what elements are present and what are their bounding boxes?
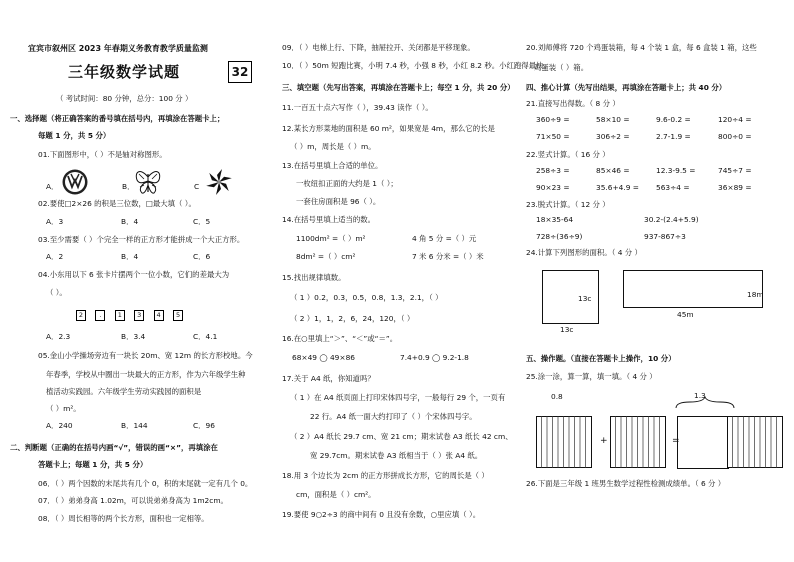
q25-title: 25.涂一涂，算一算，填一填。（ 4 分 ）: [526, 372, 657, 381]
q18-line1: 18.用 3 个边长为 2cm 的正方形拼成长方形，它的周长是（ ）: [282, 471, 489, 480]
q01-text: 01.下面图形中，（ ）不是轴对称图形。: [38, 150, 167, 159]
q25-value3: 1.3: [694, 391, 706, 400]
q14-b2: 7 米 6 分米 =（ ）米: [412, 252, 484, 261]
q22-r1c2: 85×46 =: [596, 166, 630, 175]
section1-title: 一、选择题（将正确答案的番号填在括号内，再填涂在答题卡上；: [10, 114, 225, 123]
q22-r2c1: 90×23 =: [536, 183, 570, 192]
column-left: [0, 0, 270, 562]
time-note: （ 考试时间：80 分钟，总分：100 分 ）: [56, 94, 193, 103]
q04-blank: （ ）。: [46, 288, 67, 297]
square-bottom-label: 13c: [560, 325, 574, 334]
q18-line2: cm，面积是（ ）cm²。: [296, 490, 376, 499]
rectangle-figure: [623, 270, 763, 308]
column-middle: [270, 0, 551, 562]
rect-width-label: 45m: [677, 310, 694, 319]
q12-line2: （ ）m，周长是（ ）m。: [290, 142, 376, 151]
section5-title: 五、操作题。（直接在答题卡上操作，10 分）: [526, 354, 676, 363]
card: 4: [154, 310, 164, 321]
q04-option-c: C．4.1: [193, 332, 218, 341]
q03-option-b: B．4: [121, 252, 139, 261]
q05-line4: （ ）m²。: [46, 404, 81, 413]
q02-option-c: C．5: [193, 217, 211, 226]
card: .: [95, 310, 105, 321]
q23-r2c2: 937-867÷3: [644, 232, 686, 241]
q15-line1: 15.找出规律填数。: [282, 273, 346, 282]
q21-r1c2: 58×10 =: [596, 115, 630, 124]
q21-r1c3: 9.6-0.2 =: [656, 115, 691, 124]
q21-r1c1: 360÷9 =: [536, 115, 570, 124]
q03-text: 03.至少需要（ ）个完全一样的正方形才能拼成一个大正方形。: [38, 235, 245, 244]
exam-code-box: 32: [228, 61, 252, 83]
q20-line2: 鸡蛋装（ ）箱。: [534, 63, 589, 72]
q12-line1: 12.某长方形菜地的面积是 60 m²，如果宽是 4m，那么它的长是: [282, 124, 495, 133]
q17-line2: （ 1 ）在 A4 纸页面上打印宋体四号字，一般每行 29 个，一页有: [290, 393, 506, 402]
column-right: [520, 0, 794, 562]
q22-title: 22.竖式计算。（ 16 分 ）: [526, 150, 610, 159]
q08-text: 08．（ ）周长相等的两个长方形，面积也一定相等。: [38, 514, 209, 523]
q14-a1: 1100dm² =（ ）m²: [296, 234, 366, 243]
decimal-grid-2[interactable]: [610, 416, 666, 468]
q01-option-c: C: [194, 182, 200, 191]
q17-line3: 22 行。A4 纸一面大约打印了（ ）个宋体四号字。: [310, 412, 477, 421]
section2-title-cont: 答题卡上；每题 1 分，共 5 分）: [38, 460, 148, 469]
q04-text: 04.小东用以下 6 张卡片摆两个一位小数，它们的差最大为: [38, 270, 230, 279]
q03-option-a: A．2: [46, 252, 64, 261]
exam-title: 三年级数学试题: [68, 63, 181, 81]
q23-r1c2: 30.2-(2.4+5.9): [644, 215, 699, 224]
q17-line1: 17.关于 A4 纸，你知道吗？: [282, 374, 375, 383]
q05-line1: 05.金山小学操场旁边有一块长 20m、宽 12m 的长方形校地。今: [38, 351, 253, 360]
rect-height-label: 18m: [747, 290, 764, 299]
q17-line4: （ 2 ）A4 纸长 29.7 cm、宽 21 cm；期末试卷 A3 纸长 42 cm、: [290, 432, 513, 441]
q21-r2c1: 71×50 =: [536, 132, 570, 141]
q16-a: 68×49 ◯ 49×86: [292, 353, 355, 362]
school-header: 宜宾市叙州区 2023 年春期义务教育教学质量监测: [28, 44, 208, 53]
q23-title: 23.脱式计算。（ 12 分 ）: [526, 200, 610, 209]
q14-b1: 8dm² =（ ）cm²: [296, 252, 356, 261]
q02-text: 02.要使□2×26 的积是三位数，□最大填（ ）。: [38, 199, 196, 208]
q04-option-b: B．3.4: [121, 332, 146, 341]
plus-sign: +: [600, 436, 608, 446]
q14-a2: 4 角 5 分 =（ ）元: [412, 234, 477, 243]
q21-r2c4: 800÷0 =: [718, 132, 752, 141]
q02-option-a: A．3: [46, 217, 64, 226]
square-side-label: 13c: [578, 294, 592, 303]
q11-text: 11.一百五十点六写作（ ），39.43 读作（ ）。: [282, 103, 433, 112]
decimal-grid-3[interactable]: [727, 416, 783, 468]
q19-text: 19.要使 9○2÷3 的商中间有 0 且没有余数，○里应填（ ）。: [282, 510, 481, 519]
q14-line1: 14.在括号里填上适当的数。: [282, 215, 376, 224]
decimal-grid-1[interactable]: [536, 416, 592, 468]
vw-logo-icon: [61, 168, 89, 196]
q22-r2c3: 563÷4 =: [656, 183, 690, 192]
q21-r2c3: 2.7-1.9 =: [656, 132, 691, 141]
q05-line3: 植活动实践园。六年级学生劳动实践园的面积是: [46, 387, 202, 396]
q21-r1c4: 120÷4 =: [718, 115, 752, 124]
q22-r1c3: 12.3-9.5 =: [656, 166, 696, 175]
q10-text: 10．（ ）50m 短跑比赛，小明 7.4 秒，小强 8 秒，小红 8.2 秒。小红跑得最快。: [282, 61, 551, 70]
q15-b: （ 2 ）1，1，2，6，24，120，（ ）: [290, 314, 415, 323]
q22-r2c2: 35.6+4.9 =: [596, 183, 639, 192]
q16-line1: 16.在○里填上“＞”、“＜”或“＝”。: [282, 334, 398, 343]
q05-option-a: A．240: [46, 421, 73, 430]
q17-line5: 宽 29.7cm。期末试卷 A3 纸相当于（ ）张 A4 纸。: [310, 451, 483, 460]
q23-r1c1: 18×35-64: [536, 215, 574, 224]
section1-title-cont: 每题 1 分，共 5 分）: [38, 131, 111, 140]
q22-r1c1: 258÷3 =: [536, 166, 570, 175]
q20-line1: 20.刘师傅将 720 个鸡蛋装箱，每 4 个装 1 盒，每 6 盒装 1 箱，这些: [526, 43, 757, 52]
q02-option-b: B．4: [121, 217, 139, 226]
q26-text: 26.下面是三年级 1 班男生数学过程性检测成绩单。（ 6 分 ）: [526, 479, 726, 488]
q05-option-b: B．144: [121, 421, 148, 430]
q15-a: （ 1 ）0.2，0.3，0.5，0.8，1.3，2.1，（ ）: [290, 293, 443, 302]
q13-line1: 13.在括号里填上合适的单位。: [282, 161, 383, 170]
section4-title: 四、推心计算（先写出结果，再填涂在答题卡上；共 40 分）: [526, 83, 727, 92]
q09-text: 09．（ ）电梯上行、下降，抽屉拉开、关闭都是平移现象。: [282, 43, 475, 52]
q25-value1: 0.8: [551, 392, 563, 401]
result-square[interactable]: [677, 416, 729, 469]
q22-r1c4: 745÷7 =: [718, 166, 752, 175]
q01-option-a: A．: [46, 182, 59, 191]
section2-title: 二、判断题（正确的在括号内画“√”，错误的画“×”，再填涂在: [10, 443, 218, 452]
q21-title: 21.直接写出得数。（ 8 分 ）: [526, 99, 620, 108]
q04-cards: [76, 310, 183, 321]
q06-text: 06．（ ）两个因数的末尾共有几个 0，积的末尾就一定有几个 0。: [38, 479, 253, 488]
q16-b: 7.4+0.9 ◯ 9.2-1.8: [400, 353, 469, 362]
card: 2: [76, 310, 86, 321]
q13-line2: 一枚纽扣正面的大约是 1（ ）；: [296, 179, 398, 188]
q21-r2c2: 306÷2 =: [596, 132, 630, 141]
q22-r2c4: 36×89 =: [718, 183, 752, 192]
card: 1: [115, 310, 125, 321]
q24-title: 24.计算下列图形的面积。（ 4 分 ）: [526, 248, 642, 257]
equals-sign: =: [672, 436, 680, 446]
q04-option-a: A．2.3: [46, 332, 71, 341]
q05-line2: 年春季，学校从中圈出一块最大的正方形，作为六年级学生种: [46, 370, 246, 379]
q01-option-b: B．: [122, 182, 135, 191]
q05-option-c: C．96: [193, 421, 215, 430]
brace-icon: [674, 396, 736, 410]
q03-option-c: C．6: [193, 252, 211, 261]
q13-line3: 一套住房面积是 96（ ）。: [296, 197, 381, 206]
pinwheel-icon: [204, 167, 234, 197]
section3-title: 三、填空题（先写出答案，再填涂在答题卡上；每空 1 分，共 20 分）: [282, 83, 515, 92]
butterfly-icon: [133, 168, 163, 196]
card: 3: [134, 310, 144, 321]
card: 5: [173, 310, 183, 321]
q07-text: 07．（ ）弟弟身高 1.02m，可以说弟弟身高为 1m2cm。: [38, 496, 228, 505]
q23-r2c1: 728÷(36÷9): [536, 232, 583, 241]
